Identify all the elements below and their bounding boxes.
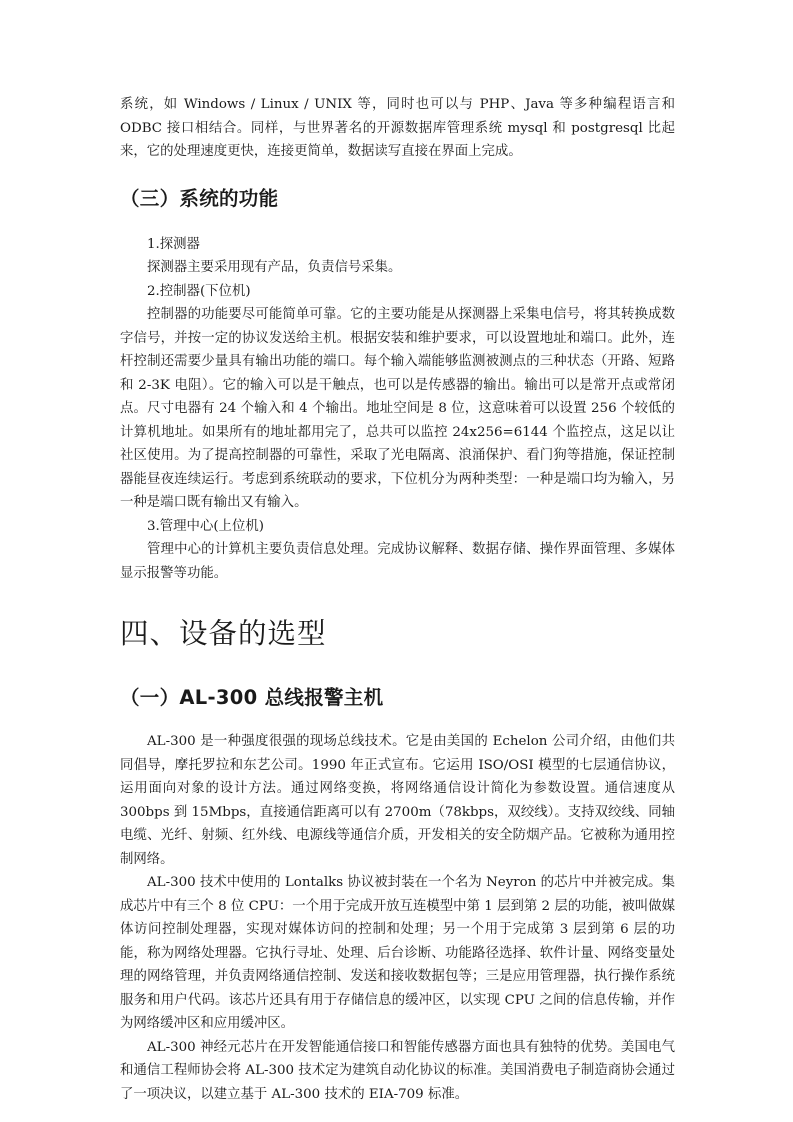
- function-item-title-detector: 1.探测器: [147, 236, 200, 252]
- chapter-heading-equipment-selection: 四、设备的选型: [120, 617, 327, 650]
- al300-paragraph-lontalks: AL-300 技术中使用的 Lontalks 协议被封装在一个名为 Neyron 的芯片中并被完成。集成芯片中有三个 8 位 CPU：一个用于完成开放互连模型中第 1 层到第 2 层的功能，被叫做媒体访问控制处理器，实现对媒体访问的控制和处理；另一个用于完成第 3 层到第 6 层的功能，称为网络处理器。它执行寻址、处理、后台诊断、功能路径选择、软件计量、网络变量处理的网络管理，并负责网络通信控制、发送和接收数据包等；三是应用管理器，执行操作系统服务和用户代码。该芯片还具有用于存储信息的缓冲区，以实现 CPU 之间的信息传输，并作为网络缓冲区和应用缓冲区。: [120, 875, 675, 1031]
- al300-section-body: [120, 730, 675, 1106]
- document-page: [120, 93, 675, 1106]
- section-heading-al300-host: （一）AL-300 总线报警主机: [120, 686, 384, 709]
- intro-paragraph: 系统，如 Windows / Linux / UNIX 等，同时也可以与 PHP、Java 等多种编程语言和 ODBC 接口相结合。同样，与世界著名的开源数据库管理系统 mysql 和 postgresql 比起来，它的处理速度更快，连接更简单，数据读写直接在界面上完成。: [120, 97, 675, 159]
- function-list: [120, 233, 675, 586]
- function-item-body-detector: 探测器主要采用现有产品，负责信号采集。: [147, 260, 402, 275]
- al300-paragraph-overview: AL-300 是一种强度很强的现场总线技术。它是由美国的 Echelon 公司介绍，由他们共同倡导，摩托罗拉和东艺公司。1990 年正式宣布。它运用 ISO/OSI 模型的七层通信协议，运用面向对象的设计方法。通过网络变换，将网络通信设计简化为参数设置。通信速度从 300bps 到 15Mbps，直接通信距离可以有 2700m（78kbps，双绞线）。支持双绞线、同轴电缆、光纤、射频、红外线、电源线等通信介质，开发相关的安全防烟产品。它被称为通用控制网络。: [120, 734, 675, 867]
- function-item-body-controller: 控制器的功能要尽可能简单可靠。它的主要功能是从探测器上采集电信号，将其转换成数字信号，并按一定的协议发送给主机。根据安装和维护要求，可以设置地址和端口。此外，连杆控制还需要少量具有输出功能的端口。每个输入端能够监测被测点的三种状态（开路、短路和 2-3K 电阻）。它的输入可以是干触点，也可以是传感器的输出。输出可以是常开点或常闭点。尺寸电器有 24 个输入和 4 个输出。地址空间是 8 位，这意味着可以设置 256 个较低的计算机地址。如果所有的地址都用完了，总共可以监控 24x256=6144 个监控点，这足以让社区使用。为了提高控制器的可靠性，采取了光电隔离、浪涌保护、看门狗等措施，保证控制器能昼夜连续运行。考虑到系统联动的要求，下位机分为两种类型：一种是端口均为输入，另一种是端口既有输出又有输入。: [120, 307, 675, 510]
- function-item-body-management-center: 管理中心的计算机主要负责信息处理。完成协议解释、数据存储、操作界面管理、多媒体显示报警等功能。: [120, 542, 675, 581]
- function-item-title-controller: 2.控制器(下位机): [147, 283, 251, 299]
- section-heading-system-functions: （三）系统的功能: [120, 186, 279, 210]
- al300-paragraph-neuron-chip: AL-300 神经元芯片在开发智能通信接口和智能传感器方面也具有独特的优势。美国电气和通信工程师协会将 AL-300 技术定为建筑自动化协议的标准。美国消费电子制造商协会通过了一项决议，以建立基于 AL-300 技术的 EIA-709 标准。: [120, 1039, 675, 1102]
- function-item-title-management-center: 3.管理中心(上位机): [147, 518, 264, 534]
